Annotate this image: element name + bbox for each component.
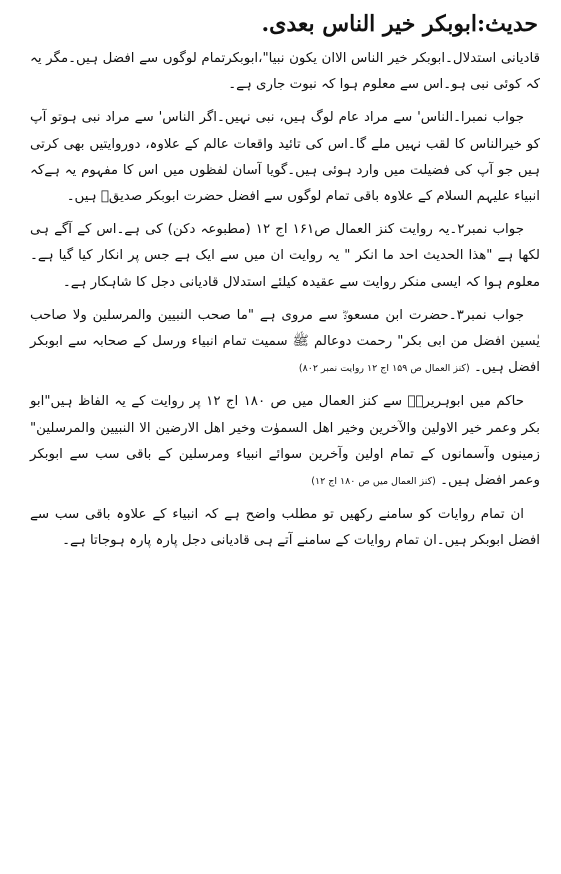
page-heading: حدیث:ابوبکر خیر الناس بعدی. — [261, 11, 538, 37]
paragraph-text: قادیانی استدلال۔ابوبکر خیر الناس الاان یکون نبیا"،ابوبکرتمام لوگوں سے افضل ہیں۔مگر یہ کہ کوئی نبی ہو۔اس سے معلوم ہوا کہ نبوت جاری ہے۔ — [30, 51, 540, 93]
paragraph-text: ان تمام روایات کو سامنے رکھیں تو مطلب واضح ہے کہ انبیاء کے علاوہ باقی سب سے افضل ابوبکر ہیں۔ان تمام روایات کے سامنے آتے ہی قادیانی دجل پارہ پارہ ہوجاتا ہے۔ — [30, 507, 540, 549]
paragraph-answer-1 — [30, 105, 540, 210]
paragraph-qadiani-argument — [30, 46, 540, 98]
paragraph-text: حاکم میں ابوہریرہؓ سے کنز العمال میں ص ۱۸۰ اج ۱۲ پر روایت کے یہ الفاظ ہیں"ابو بکر وعمر خیر الاولین والآخرین وخیر اھل السموٰت وخیر اھل الارضین الا النبیین والمرسلین" زمینوں وآسمانوں کے تمام اولین وآخرین سوائے انبیاء ومرسلین کے باقی سب سے ابوبکر وعمر افضل ہیں۔ — [30, 394, 540, 489]
paragraph-answer-2 — [30, 217, 540, 296]
paragraph-conclusion — [30, 502, 540, 554]
paragraph-text: جواب نمبر۲۔یہ روایت کنز العمال ص۱۶۱ اج ۱۲ (مطبوعہ دکن) کی ہے۔اس کے آگے ہی لکھا ہے "ھذا الحدیث احد ما انکر " یہ روایت ان میں سے ایک ہے جس پر انکار کیا گیا ہے۔معلوم ہوا کہ ایسی منکر روایت سے عقیدہ کیلئے استدلال قادیانی دجل کا شاہکار ہے۔ — [30, 222, 540, 290]
document-page — [30, 6, 540, 555]
reference-citation: (کنز العمال ص ۱۵۹ اج ۱۲ روایت نمبر ۸۰۲) — [298, 363, 470, 375]
paragraph-hakim-narration — [30, 389, 540, 495]
reference-citation: (کنز العمال میں ص ۱۸۰ اج ۱۲) — [311, 476, 436, 488]
paragraph-answer-3 — [30, 303, 540, 383]
paragraph-text: جواب نمبرا۔الناس' سے مراد عام لوگ ہیں، نبی نہیں۔اگر الناس' سے مراد نبی ہوتو آپ کو خیرالناس کا لقب نہیں ملے گا۔اس کی تائید واقعات عالم کے علاوہ، دوروایتیں بھی کرتی ہیں جو آپ کی فضیلت میں وارد ہوئی ہیں۔گویا آسان لفظوں میں اس کا مفہوم یہ ہےکہ انبیاء علیہم السلام کے علاوہ باقی تمام لوگوں سے افضل حضرت ابوبکر صدیقؓ ہیں۔ — [30, 110, 540, 205]
paragraph-text: جواب نمبر۳۔حضرت ابن مسعودؓ سے مروی ہے "ما صحب النبیین والمرسلین ولا صاحب یٰسین افضل من ابی بکر" رحمت دوعالم ﷺ سمیت تمام انبیاء ورسل کے صحابہ سے ابوبکر افضل ہیں۔ — [30, 307, 540, 376]
